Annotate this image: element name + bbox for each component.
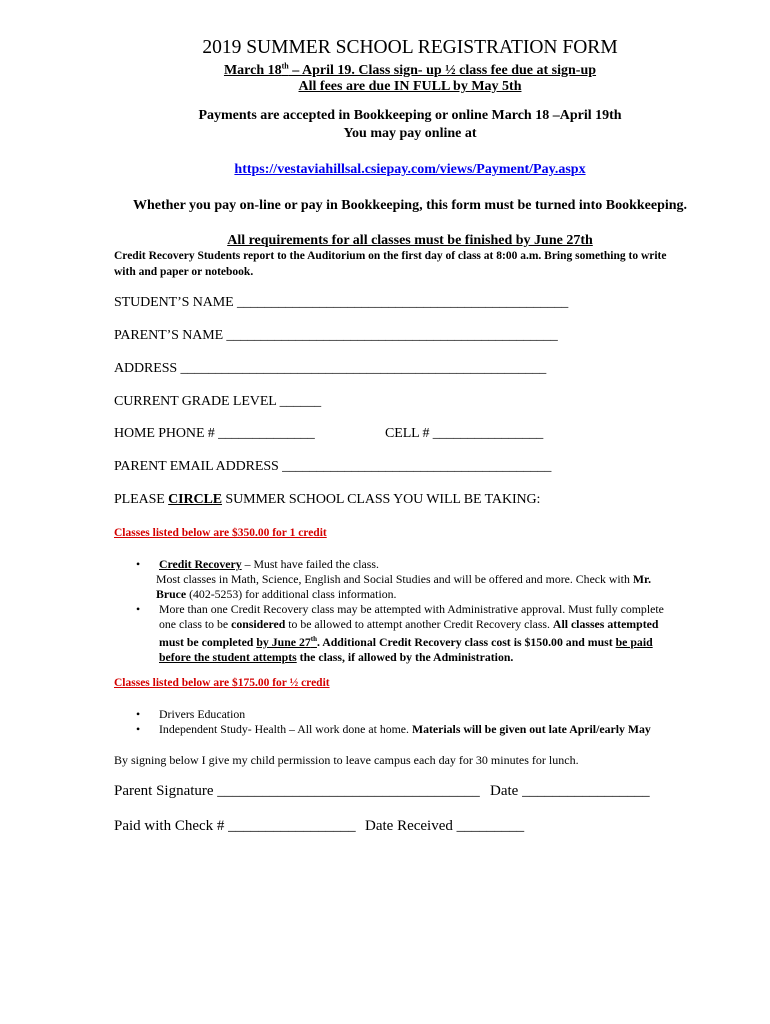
bullet-icon: • [136,602,141,616]
payment-url-link[interactable]: https://vestaviahillsal.csiepay.com/views/Payment/Pay.aspx [234,162,586,177]
list-item-continuation: one class to be considered to be allowed to attempt another Credit Recovery class. All classes attempted [159,617,659,631]
address-field[interactable]: ADDRESS _____________________________________________________ [114,361,547,376]
turn-in-note: Whether you pay on-line or pay in Bookkeeping, this form must be turned into Bookkeeping. [132,198,688,213]
section-2-heading: Classes listed below are $175.00 for ½ credit [114,677,330,689]
list-item-continuation: must be completed by June 27th. Additional Credit Recovery class cost is $150.00 and must be paid [159,634,653,649]
dates-text: March 18th – April 19. Class sign- up ½ class fee due at sign-up [223,61,597,78]
paid-check-field[interactable]: Paid with Check # _________________ [114,818,356,834]
grade-level-field[interactable]: CURRENT GRADE LEVEL ______ [114,394,322,409]
credit-recovery-note-1: Credit Recovery Students report to the Auditorium on the first day of class at 8:00 a.m. Bring something to write [114,250,667,262]
list-item-continuation: before the student attempts the class, if allowed by the Administration. [159,649,514,664]
cell-field[interactable]: CELL # ________________ [385,426,544,441]
student-name-field[interactable]: STUDENT’S NAME ________________________________________________ [114,295,569,310]
home-phone-field[interactable]: HOME PHONE # ______________ [114,426,315,441]
circle-instruction: PLEASE CIRCLE SUMMER SCHOOL CLASS YOU WILL BE TAKING: [114,492,541,507]
form-title: 2019 SUMMER SCHOOL REGISTRATION FORM [202,37,618,58]
payment-url-line [0,162,770,178]
dates-line [0,61,770,79]
list-item-continuation: Most classes in Math, Science, English and Social Studies and will be offered and more. Check with Mr. [156,572,652,586]
payments-line-1: Payments are accepted in Bookkeeping or online March 18 –April 19th [198,108,622,123]
list-item: • Independent Study- Health – All work done at home. Materials will be given out late April/early May [136,722,651,736]
credit-recovery-note-2: with and paper or notebook. [114,266,254,278]
list-item: • Credit Recovery – Must have failed the class. [136,557,379,571]
parent-name-field[interactable]: PARENT’S NAME ________________________________________________ [114,328,558,343]
list-item: • More than one Credit Recovery class may be attempted with Administrative approval. Must fully complete [136,602,664,616]
requirements-line: All requirements for all classes must be finished by June 27th [227,233,593,248]
bullet-icon: • [136,722,141,736]
payments-line-2: You may pay online at [343,126,477,141]
fees-line: All fees are due IN FULL by May 5th [298,79,522,94]
bullet-icon: • [136,707,141,721]
credit-recovery-label: Credit Recovery [159,557,242,571]
date-received-field[interactable]: Date Received _________ [365,818,525,834]
parent-email-field[interactable]: PARENT EMAIL ADDRESS _______________________________________ [114,459,552,474]
section-2-list [136,707,651,737]
parent-signature-field[interactable]: Parent Signature ___________________________________ [114,783,480,799]
list-item-continuation: Bruce (402-5253) for additional class information. [156,587,397,601]
permission-statement: By signing below I give my child permission to leave campus each day for 30 minutes for lunch. [114,753,579,767]
section-1-heading: Classes listed below are $350.00 for 1 credit [114,527,327,539]
signature-date-field[interactable]: Date _________________ [490,783,650,799]
bullet-icon: • [136,557,141,571]
list-item: • Drivers Education [136,707,246,721]
section-1-list [136,557,664,665]
